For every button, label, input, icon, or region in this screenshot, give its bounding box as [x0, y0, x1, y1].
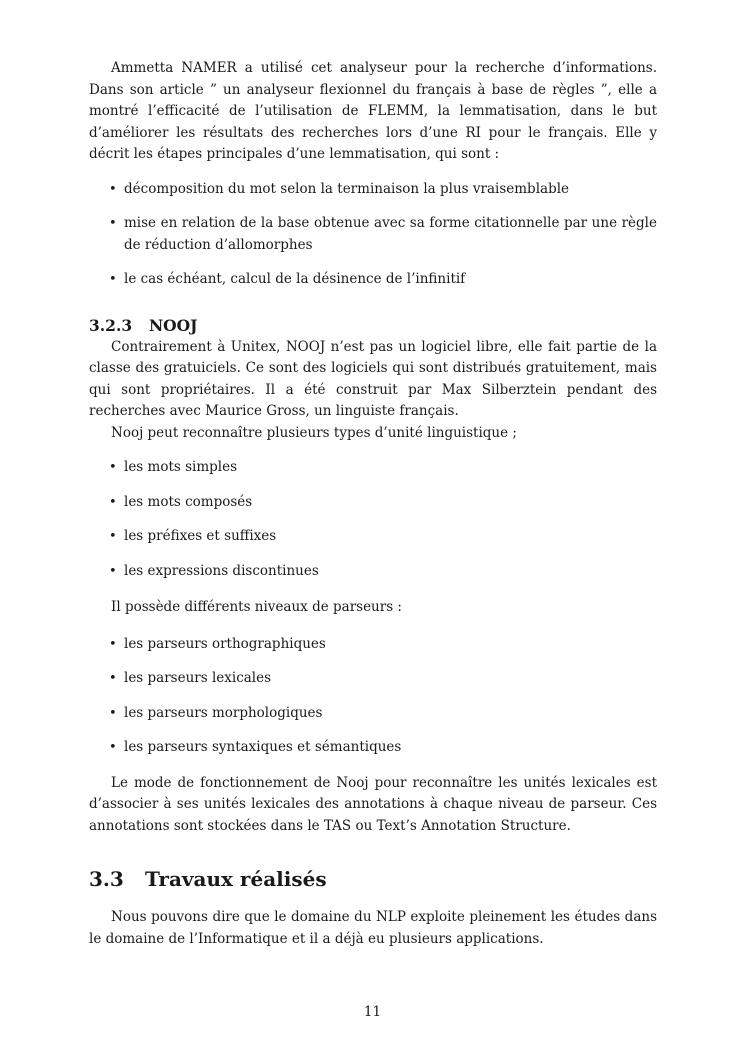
list-item: • les expressions discontinues — [89, 561, 657, 583]
list-item: • les mots composés — [89, 492, 657, 514]
section-number: 3.3 — [89, 867, 124, 891]
section-title: Travaux réalisés — [145, 867, 327, 891]
document-page — [89, 58, 657, 950]
bullet-icon: • — [109, 494, 117, 510]
list-item: • mise en relation de la base obtenue avec sa forme citationnelle par une règle de réduction d’allomorphes — [109, 215, 657, 253]
bullet-icon: • — [109, 181, 117, 197]
bullet-icon: • — [109, 740, 117, 755]
bullet-icon: • — [109, 636, 117, 652]
list-item: • décomposition du mot selon la terminaison la plus vraisemblable — [89, 179, 657, 201]
bullet-icon: • — [109, 705, 117, 721]
page-number: 11 — [363, 1004, 382, 1020]
bullet-icon: • — [109, 529, 117, 544]
list-item: • les parseurs syntaxiques et sémantiques — [89, 737, 657, 759]
list-item: • les parseurs morphologiques — [89, 703, 657, 725]
parsers-intro: Il possède différents niveaux de parseurs : — [111, 599, 402, 615]
bullet-icon: • — [109, 460, 117, 475]
units-intro: Nooj peut reconnaître plusieurs types d’unité linguistique ; — [111, 424, 517, 441]
mode-paragraph: Le mode de fonctionnement de Nooj pour reconnaître les unités lexicales est d’associer à ses unités lexicales des annotations à chaque niveau de parseur. Ces annotations sont stockées dans le TAS ou Text’s Annotation Structure. — [89, 774, 657, 834]
nooj-paragraph: Contrairement à Unitex, NOOJ n’est pas un logiciel libre, elle fait partie de la classe des gratuiciels. Ce sont des logiciels qui sont distribués gratuitement, mais qui sont propriétaires. Il a été construit par Max Silberztein pendant des recherches avec Maurice Gross, un linguiste français. — [89, 338, 657, 419]
list-item: • les mots simples — [89, 457, 657, 479]
list-item: • les parseurs lexicales — [89, 668, 657, 690]
subsection-title: NOOJ — [149, 315, 198, 335]
lemmatisation-steps-list — [89, 179, 657, 291]
parser-levels-list — [89, 634, 657, 759]
bullet-icon: • — [109, 563, 117, 579]
section-heading — [89, 867, 657, 891]
list-item: • les parseurs orthographiques — [89, 634, 657, 656]
section-paragraph: Nous pouvons dire que le domaine du NLP exploite pleinement les études dans le domaine de l’Informatique et il a déjà eu plusieurs applications. — [89, 909, 657, 947]
bullet-icon: • — [109, 216, 117, 231]
subsection-heading — [89, 316, 657, 335]
unit-types-list — [89, 457, 657, 582]
subsection-number: 3.2.3 — [89, 315, 133, 335]
bullet-icon: • — [109, 671, 117, 686]
bullet-icon: • — [109, 272, 117, 287]
list-item: • les préfixes et suffixes — [89, 526, 657, 548]
list-item: • le cas échéant, calcul de la désinence de l’infinitif — [89, 269, 657, 291]
intro-paragraph: Ammetta NAMER a utilisé cet analyseur pour la recherche d’informations. Dans son article ” un analyseur flexionnel du français à base de règles ”, elle a montré l’efficacité de l’utilisation de FLEMM, la lemmatisation, dans le but d’améliorer les résultats des recherches lors d’une RI pour le français. Elle y décrit les étapes principales d’une lemmatisation, qui sont : — [89, 60, 657, 162]
